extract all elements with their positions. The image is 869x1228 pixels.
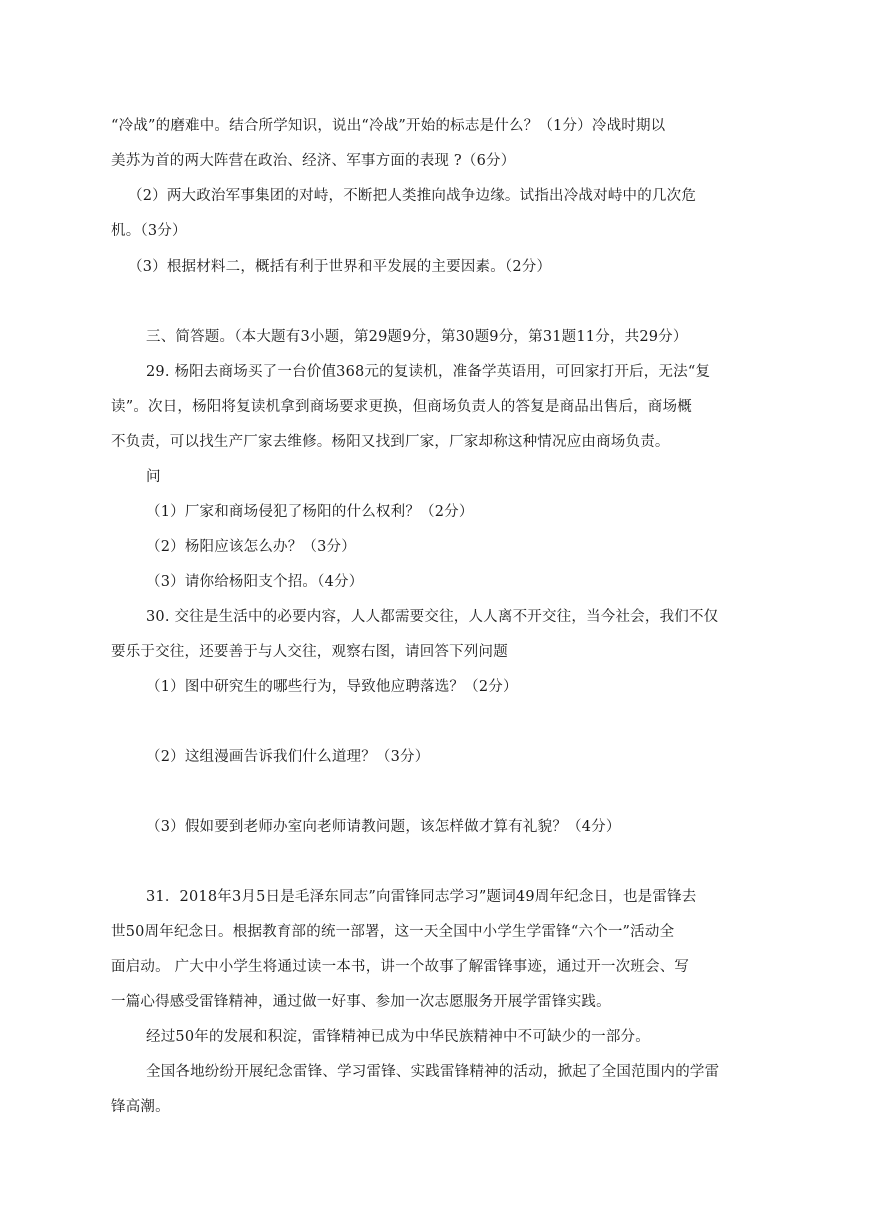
question-2-prompt: （2）两大政治军事集团的对峙，不断把人类推向战争边缘。试指出冷战对峙中的几次危 <box>128 188 697 204</box>
text-line: 机。（3分） <box>111 223 187 239</box>
text-line: 全国各地纷纷开展纪念雷锋、学习雷锋、实践雷锋精神的活动，掀起了全国范围内的学雷 <box>146 1064 720 1080</box>
question-31: 31．2018年3月5日是毛泽东同志”向雷锋同志学习”题词49周年纪念日，也是雷锋去 <box>146 889 697 905</box>
text-line: 读”。次日，杨阳将复读机拿到商场要求更换，但商场负责人的答复是商品出售后，商场概 <box>111 399 692 415</box>
sub-question: （1）厂家和商场侵犯了杨阳的什么权利？（2分） <box>146 504 474 520</box>
question-30: 30. 交往是生活中的必要内容，人人都需要交往，人人离不开交往，当今社会，我们不仅 <box>146 609 719 625</box>
question-3-prompt: （3）根据材料二，概括有利于世界和平发展的主要因素。（2分） <box>128 259 552 275</box>
text-line: 面启动。 广大中小学生将通过读一本书，讲一个故事了解雷锋事迹，通过开一次班会、写 <box>111 959 690 975</box>
sub-question: （2）这组漫画告诉我们什么道理？（3分） <box>146 749 430 765</box>
text-line: 一篇心得感受雷锋精神，通过做一好事、参加一次志愿服务开展学雷锋实践。 <box>111 994 611 1010</box>
text-line: 要乐于交往，还要善于与人交往，观察右图，请回答下列问题 <box>111 644 508 660</box>
text-line: 世50周年纪念日。根据教育部的统一部署，这一天全国中小学生学雷锋“六个一”活动全 <box>111 924 675 940</box>
sub-question: （1）图中研究生的哪些行为，导致他应聘落选？（2分） <box>146 679 518 695</box>
sub-question: （3）请你给杨阳支个招。（4分） <box>146 574 364 590</box>
text-line: 美苏为首的两大阵营在政治、经济、军事方面的表现 ?（6分） <box>111 153 516 169</box>
sub-question: （2）杨阳应该怎么办？（3分） <box>146 539 356 555</box>
text-line: “冷战”的磨难中。结合所学知识，说出“冷战”开始的标志是什么？（1分）冷战时期以 <box>111 118 666 134</box>
section-heading: 三、简答题。（本大题有3小题，第29题9分，第30题9分，第31题11分，共29分） <box>146 329 688 345</box>
sub-question: （3）假如要到老师办室向老师请教问题，该怎样做才算有礼貌？（4分） <box>146 819 621 835</box>
text-line: 问 <box>146 469 161 485</box>
text-line: 经过50年的发展和积淀，雷锋精神已成为中华民族精神中不可缺少的一部分。 <box>146 1029 650 1045</box>
text-line: 不负责，可以找生产厂家去维修。杨阳又找到厂家，厂家却称这种情况应由商场负责。 <box>111 434 670 450</box>
question-29: 29. 杨阳去商场买了一台价值368元的复读机，准备学英语用，可回家打开后，无法“复 <box>146 364 711 380</box>
text-line: 锋高潮。 <box>111 1099 170 1115</box>
